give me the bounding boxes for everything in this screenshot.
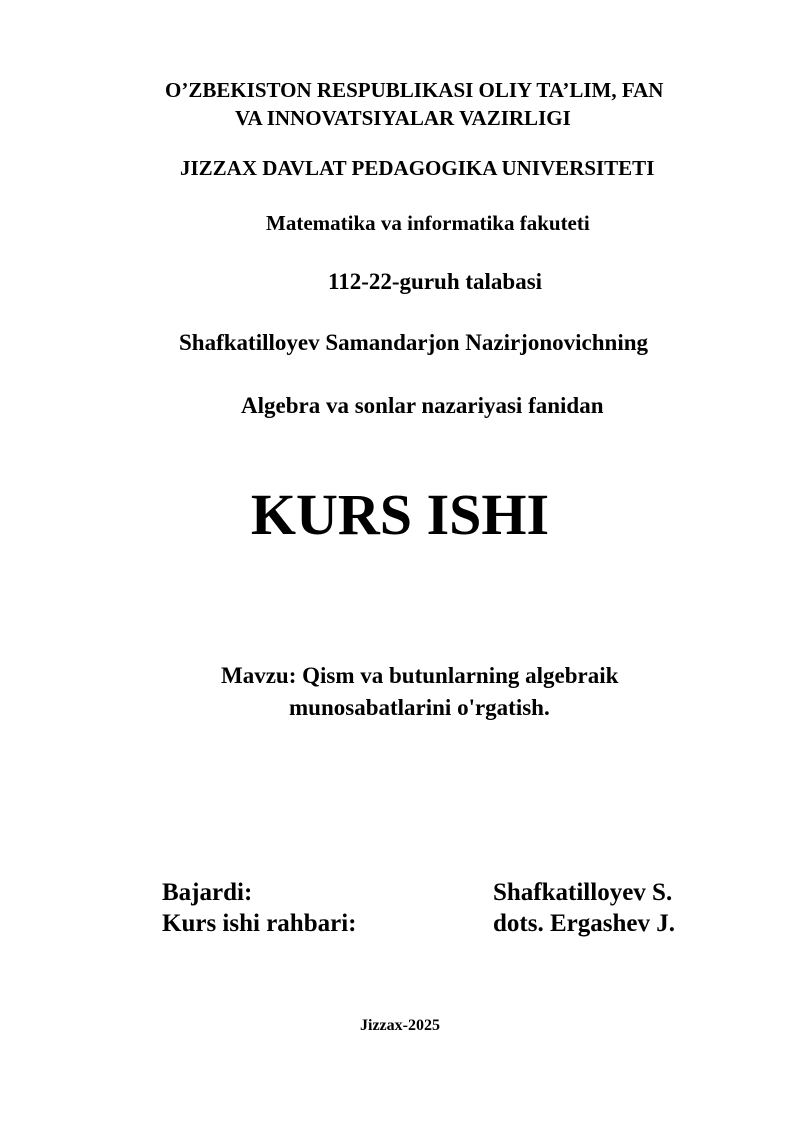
performed-by-label: Bajardi: bbox=[162, 879, 253, 906]
faculty-name: Matematika va informatika fakuteti bbox=[266, 211, 590, 235]
topic-line-2: munosabatlarini o'rgatish. bbox=[289, 695, 550, 720]
topic-line-1: Mavzu: Qism va butunlarning algebraik bbox=[221, 663, 619, 688]
performed-by-name: Shafkatilloyev S. bbox=[493, 879, 673, 906]
ministry-line-1: O’ZBEKISTON RESPUBLIKASI OLIY TA’LIM, FAN bbox=[165, 78, 664, 102]
advisor-label: Kurs ishi rahbari: bbox=[162, 910, 357, 937]
document-title: KURS ISHI bbox=[250, 482, 550, 547]
ministry-line-2: VA INNOVATSIYALAR VAZIRLIGI bbox=[235, 106, 571, 130]
university-name: JIZZAX DAVLAT PEDAGOGIKA UNIVERSITETI bbox=[180, 156, 655, 180]
student-name: Shafkatilloyev Samandarjon Nazirjonovichning bbox=[179, 330, 648, 355]
student-group: 112-22-guruh talabasi bbox=[328, 269, 543, 294]
subject-name: Algebra va sonlar nazariyasi fanidan bbox=[241, 393, 604, 418]
advisor-name: dots. Ergashev J. bbox=[493, 910, 675, 937]
city-year: Jizzax-2025 bbox=[360, 1017, 440, 1034]
